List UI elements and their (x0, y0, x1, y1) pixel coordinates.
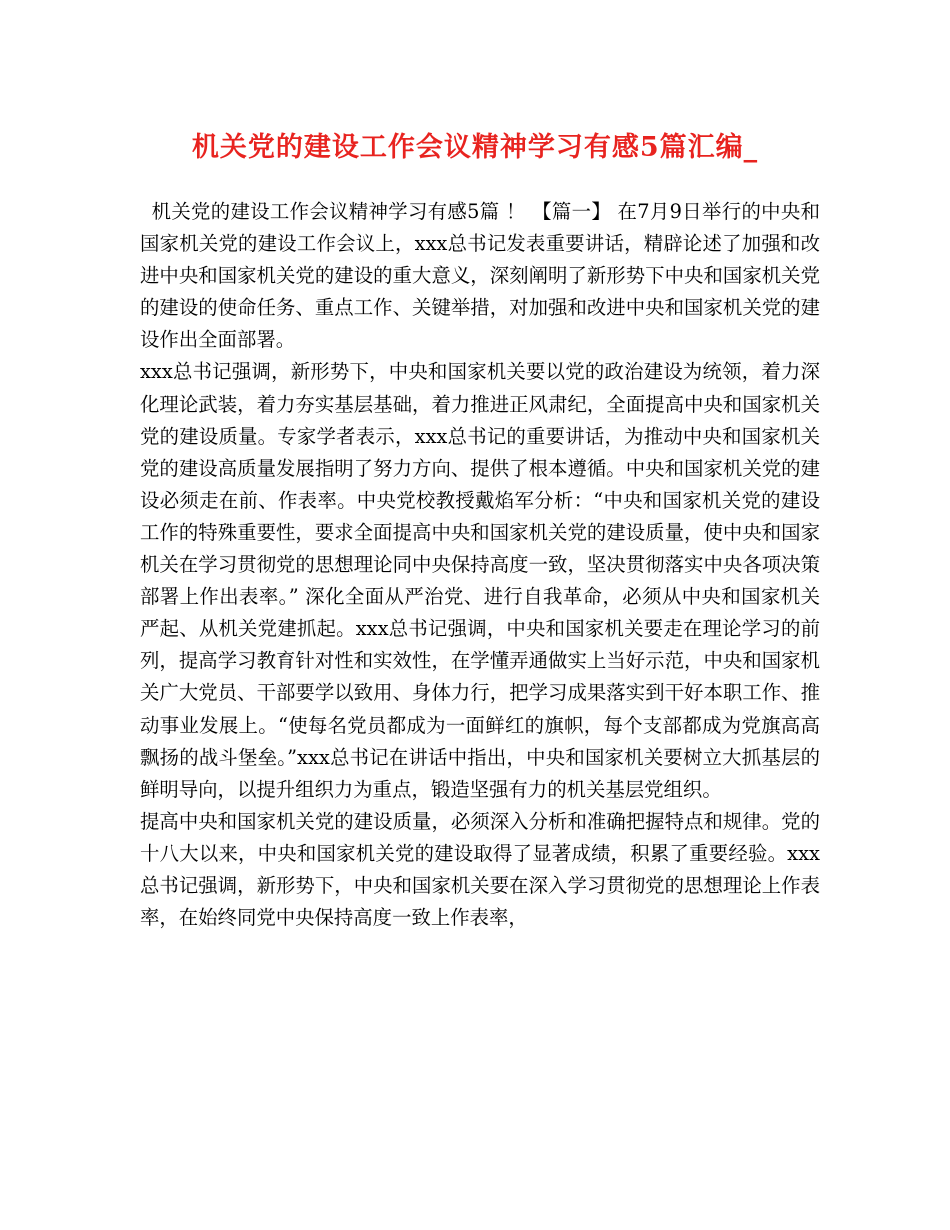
document-title: 机关党的建设工作会议精神学习有感5篇汇编_ (191, 132, 759, 163)
paragraph-2: xxx总书记强调，新形势下，中央和国家机关要以党的政治建设为统领，着力深化理论武装，着力夯实基层基础，着力推进正风肃纪，全面提高中央和国家机关党的建设质量。专家学者表示，xxx总书记的重要讲话，为推动中央和国家机关党的建设高质量发展指明了努力方向、提供了根本遵循。中央和国家机关党的建设必须走在前、作表率。中央党校教授戴焰军分析：“中央和国家机关党的建设工作的特殊重要性，要求全面提高中央和国家机关党的建设质量，使中央和国家机关在学习贯彻党的思想理论同中央保持高度一致，坚决贯彻落实中央各项决策部署上作出表率。” 深化全面从严治党、进行自我革命，必须从中央和国家机关严起、从机关党建抓起。xxx总书记强调，中央和国家机关要走在理论学习的前列，提高学习教育针对性和实效性，在学懂弄通做实上当好示范，中央和国家机关广大党员、干部要学以致用、身体力行，把学习成果落实到干好本职工作、推动事业发展上。“使每名党员都成为一面鲜红的旗帜，每个支部都成为党旗高高飘扬的战斗堡垒。”xxx总书记在讲话中指出，中央和国家机关要树立大抓基层的鲜明导向，以提升组织力为重点，锻造坚强有力的机关基层党组织。 (140, 360, 820, 801)
document-body (140, 196, 820, 934)
paragraph-1: 机关党的建设工作会议精神学习有感5篇 ！ 【篇一】 在7月9日举行的中央和国家机关党的建设工作会议上，xxx总书记发表重要讲话，精辟论述了加强和改进中央和国家机关党的建设的重大意义，深刻阐明了新形势下中央和国家机关党的建设的使命任务、重点工作、关键举措，对加强和改进中央和国家机关党的建设作出全面部署。 (140, 200, 820, 352)
paragraph-3: 提高中央和国家机关党的建设质量，必须深入分析和准确把握特点和规律。党的十八大以来，中央和国家机关党的建设取得了显著成绩，积累了重要经验。xxx总书记强调，新形势下，中央和国家机关要在深入学习贯彻党的思想理论上作表率，在始终同党中央保持高度一致上作表率， (140, 809, 820, 930)
